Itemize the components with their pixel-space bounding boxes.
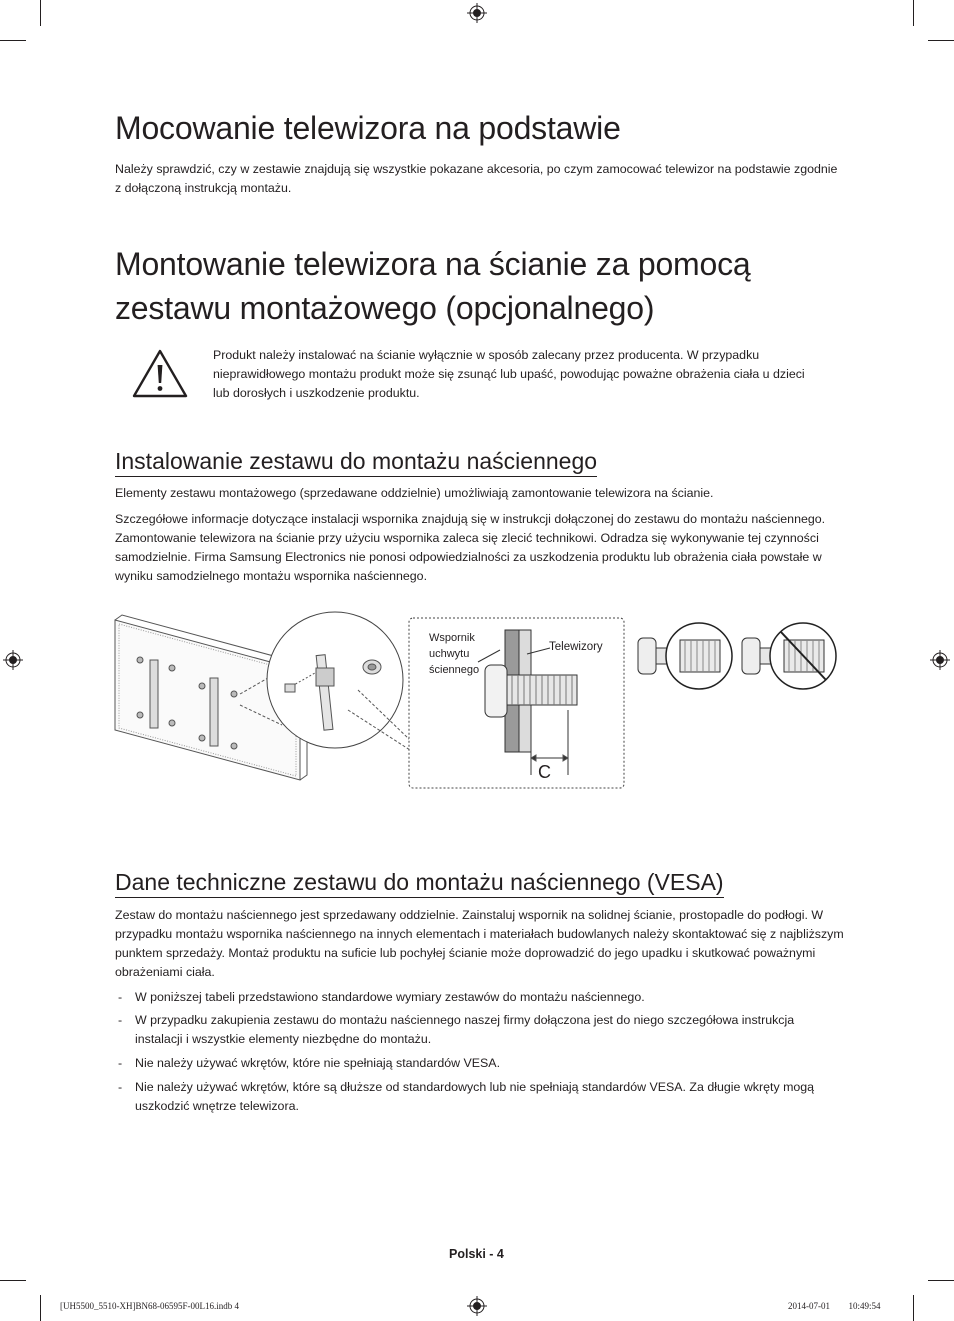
list-dash: - <box>118 1080 123 1094</box>
page-number: Polski - 4 <box>449 1247 504 1261</box>
zoom-circle <box>267 612 403 748</box>
list-item-text: W poniższej tabeli przedstawiono standardowe wymiary zestawów do montażu naściennego. <box>135 990 645 1004</box>
list-item-text: W przypadku zakupienia zestawu do montażu naściennego naszej firmy dołączona jest do niego szczegółowa instrukcja instalacji i wszystkie elementy niezbędne do montażu. <box>135 1013 795 1046</box>
list-item-text: Nie należy używać wkrętów, które nie spełniają standardów VESA. <box>135 1056 501 1070</box>
warning-text: Produkt należy instalować na ścianie wyłącznie w sposób zalecany przez producenta. W przypadku nieprawidłowego montażu produkt może się zsunąć lub upaść, powodując poważne obrażenia ciała u dzieci lub dorosłych i uszkodzenie produktu. <box>213 348 805 400</box>
section-title-stand: Mocowanie telewizora na podstawie <box>115 110 621 146</box>
warning-triangle-icon <box>131 348 189 400</box>
label-wall-bracket <box>429 630 479 678</box>
section-title-wall-mount <box>115 242 751 330</box>
wall-mount-title-line1: Montowanie telewizora na ścianie za pomocą <box>115 246 751 282</box>
list-dash: - <box>118 1013 123 1027</box>
section-title-install-kit: Instalowanie zestawu do montażu naściennego <box>115 447 597 477</box>
list-dash: - <box>118 990 123 1004</box>
label-bracket-line3: ściennego <box>429 664 480 676</box>
label-bracket-line2: uchwytu <box>429 648 470 660</box>
install-para-1: Elementy zestawu montażowego (sprzedawane oddzielnie) umożliwiają zamontowanie telewizora na ścianie. <box>115 486 714 500</box>
stand-text: Należy sprawdzić, czy w zestawie znajdują się wszystkie pokazane akcesoria, po czym zamocować telewizor na podstawie zgodnie z dołączoną instrukcją montażu. <box>115 162 838 195</box>
footer-file: [UH5500_5510-XH]BN68-06595F-00L16.indb 4 <box>60 1301 239 1311</box>
label-bracket-line1: Wspornik <box>429 632 475 644</box>
label-c: C <box>538 762 551 782</box>
vesa-text: Zestaw do montażu naściennego jest sprzedawany oddzielnie. Zainstaluj wspornik na solidnej ścianie, prostopadle do podłogi. W przypadku montażu wspornika naściennego na innych elementach i materiałach budowlanych należy skontaktować się z najbliższym punktem sprzedaży. Montaż produktu na suficie lub pochyłej ścianie może doprowadzić do jego upadku i skutkować poważnymi obrażeniami ciała. <box>115 908 844 979</box>
wall-mount-title-line2: zestawu montażowego (opcjonalnego) <box>115 290 655 326</box>
footer-date: 2014-07-01 ￿￿ 10:49:54 <box>788 1301 881 1311</box>
list-item-text: Nie należy używać wkrętów, które są dłuższe od standardowych lub nie spełniają standardów VESA. Za długie wkręty mogą uszkodzić wnętrze telewizora. <box>135 1080 815 1113</box>
list-dash: - <box>118 1056 123 1070</box>
label-tv: Telewizory <box>549 641 603 653</box>
install-para-2: Szczegółowe informacje dotyczące instalacji wspornika znajdują się w instrukcji dołączonej do zestawu do montażu naściennego. Zamontowanie telewizora na ścianie przy użyciu wspornika zaleca się zlecić technikowi. Odradza się wykonywanie tej czynności samodzielnie. Firma Samsung Electronics nie ponosi odpowiedzialności za uszkodzenia produktu lub obrażenia ciała powstałe w wyniku samodzielnego montażu wspornika naściennego. <box>115 512 826 583</box>
screw-incorrect-icon <box>742 623 836 689</box>
screw-correct-icon <box>638 623 732 689</box>
section-title-vesa: Dane techniczne zestawu do montażu naściennego (VESA) <box>115 868 724 898</box>
